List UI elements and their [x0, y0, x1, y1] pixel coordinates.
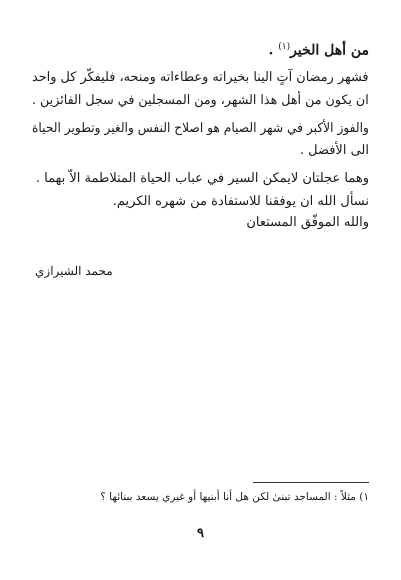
page-number: ٩	[197, 526, 204, 541]
footnote-reference: (١)	[278, 42, 291, 52]
paragraph-line: فشهر رمضان آتٍ الينا بخيراته وعطاءاته ومنحه، فليفكّر كل واحد	[32, 70, 369, 85]
paragraph-line: والفوز الأكبر في شهر الصيام هو اصلاح النفس والغير وتطوير الحياة	[32, 121, 369, 136]
paragraph-line: الى الأفضل .	[299, 143, 369, 158]
heading-trailing: .	[268, 42, 274, 59]
paragraph-line: نسأل الله ان يوفقنا للاستفادة من شهره الكريم.	[112, 194, 369, 209]
paragraph-line: والله الموفّق المستعان	[246, 215, 369, 230]
paragraph-line: ان يكون من أهل هذا الشهر، ومن المسجلين في سجل الفائزين .	[32, 93, 369, 108]
heading-text: من أهل الخير	[290, 42, 369, 59]
section-heading	[268, 38, 369, 60]
footnote-text: ١) مثلاً : المساجد تبنىٰ لكن هل أنا أبنيها أو غيري يسعد ببنائها ؟	[100, 491, 369, 503]
author-signature: محمد الشيرازي	[35, 264, 113, 278]
footnote-divider	[253, 482, 369, 483]
paragraph-line: وهما عجلتان لايمكن السير في عباب الحياة المتلاطمة الاّ بهما .	[35, 171, 369, 186]
